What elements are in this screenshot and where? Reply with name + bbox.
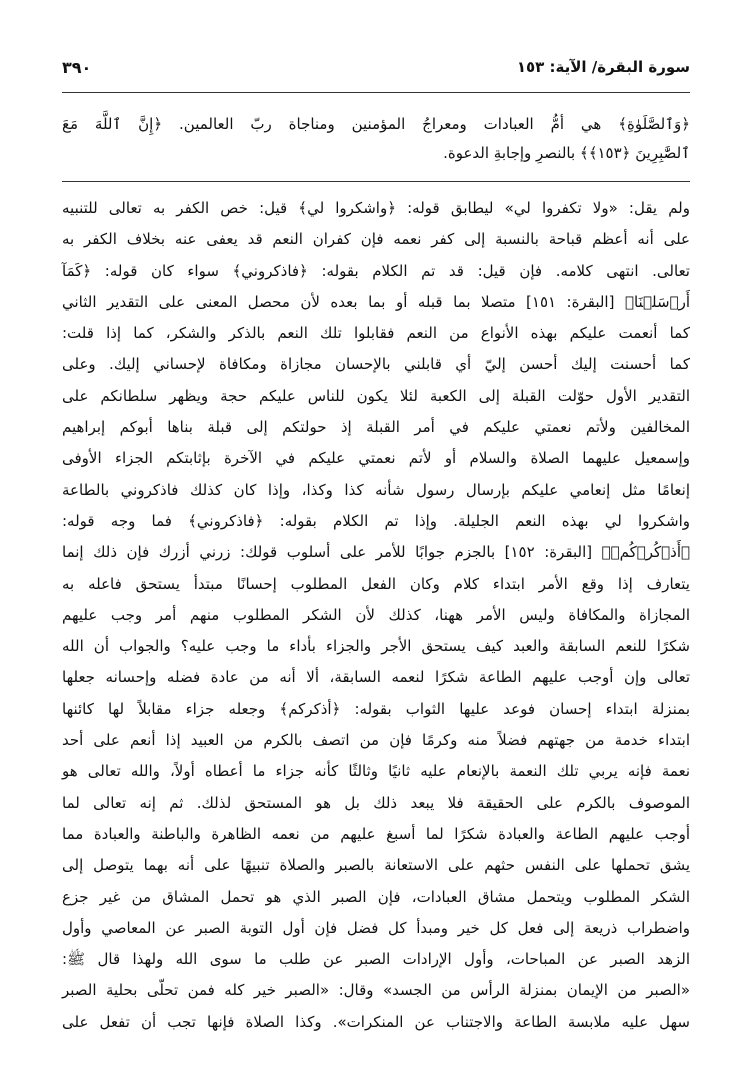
body-line: ﴿أَذۡكُرۡكُمۡ﴾ [البقرة: ١٥٢] بالجزم جوابًا للأمر على أسلوب قولك: زرني أزرك فإن ذلك إنما <box>62 543 691 562</box>
page-header <box>62 58 690 84</box>
body-line: على أنه أعظم قباحة بالنسبة إلى كفر نعمه فإن كفران النعم قد يعفى عنه بخلاف الكفر به <box>62 230 690 249</box>
body-line: تعالى. انتهى كلامه. فإن قيل: قد تم الكلام بقوله: ﴿فاذكروني﴾ سواء كان قوله: ﴿كَمَآ <box>62 261 690 280</box>
body-line: أوجب عليهم الطاعة والعبادة شكرًا لما أسبغ عليهم من نعمه الظاهرة والباطنة والعبادة مما <box>62 824 690 843</box>
body-line: التقدير الأول حوّلت القبلة إلى الكعبة لئلا يكون للناس عليكم حجة ويظهر سلطانكم على <box>62 386 690 405</box>
body-text <box>62 193 690 1038</box>
body-line: الزهد الصبر عن المباحات، وأول الإرادات الصبر عن طلب ما سوى الله ولهذا قال ﷺ: <box>62 950 690 969</box>
body-line: المجازاة والمكافاة وليس الأمر ههنا، كذلك لأن الشكر المطلوب منهم أمر وجب عليهم <box>62 605 690 624</box>
body-line: كما أحسنت إليك أحسن إليّ أي قابلني بالإحسان مجازاة ومكافاة لإحساني إليك. وعلى <box>62 355 690 374</box>
body-line: الشكر المطلوب ويتحمل مشاق العبادات، فإن الصبر الذي هو تحمل المشاق من غير جزع <box>62 887 690 906</box>
body-line: شكرًا للنعم السابقة والعبد كيف يستحق الأجر والجزاء بأداء ما وجب عليه؟ والجواب أن الله <box>62 637 690 656</box>
body-line: الموصوف بالكرم على الحقيقة فلا يبعد ذلك بل هو المستحق لذلك. ثم إنه تعالى لما <box>62 793 690 812</box>
running-title: سورة البقرة/ الآية: ١٥٣ <box>516 58 690 76</box>
section-divider <box>62 181 690 182</box>
body-line: «الصبر من الإيمان بمنزلة الرأس من الجسد» وقال: «الصبر خير كله فمن تحلّى بحلية الصبر <box>62 981 690 1000</box>
body-line: ولم يقل: «ولا تكفروا لي» ليطابق قوله: ﴿واشكروا لي﴾ قيل: خص الكفر به تعالى للتنبيه <box>62 199 690 217</box>
body-line: يشق تحملها على النفس حثهم على الاستعانة بالصبر والصلاة تنبيهًا على أنه بهما يتوصل إلى <box>62 856 690 875</box>
body-line: واشكروا لي بهذه النعم الجليلة. وإذا تم الكلام بقوله: ﴿فاذكروني﴾ فما وجه قوله: <box>62 511 690 530</box>
body-line: أَرۡسَلۡنَا﴾ [البقرة: ١٥١] متصلا بما قبله أو بما بعده لأن محصل المعنى على التقدير الثاني <box>62 292 690 311</box>
body-line: وإسمعيل عليهما الصلاة والسلام أو لأتم نعمتي عليكم في الآخرة بإثابتكم الجزاء الأوفى <box>62 449 690 468</box>
body-line: بمنزلة ابتداء إحسان فوعد عليها الثواب بقوله: ﴿أذكركم﴾ وجعله جزاء مقابلاً لها كائنها <box>62 699 690 718</box>
body-line: المخالفين ولأتم نعمتي عليكم في أمر القبلة إذ حولتكم إلى قبلة بناها أبوكم إبراهيم <box>62 418 690 437</box>
body-line: سهل عليه ملابسة الطاعة والاجتناب عن المنكرات». وكذا الصلاة فإنها تجب أن تفعل على <box>62 1012 690 1031</box>
header-divider <box>62 92 690 93</box>
body-line: إنعامًا مثل إنعامي عليكم بإرسال رسول شأنه كذا وكذا، وإذا كان كذلك فاذكروني بالطاعة <box>62 480 690 499</box>
body-line: تعالى وإن أوجب عليهم الطاعة شكرًا لنعمه السابقة، ألا أنه من عادة فضله وإحسانه جعلها <box>62 668 690 687</box>
intro-line: ﴿وَٱلصَّلَوٰةِ﴾ هي أمُّ العبادات ومعراجُ المؤمنين ومناجاة ربّ العالمين. ﴿إِنَّ ٱللَّهَ مَعَ <box>62 115 690 133</box>
body-line: نعمة فإنه يربي تلك النعمة بالإنعام عليه ثانيًا وثالثًا كأنه جزاء ما أعطاه أولاً، والله تعالى هو <box>62 762 690 781</box>
body-line: واضطراب ذريعة إلى فعل كل خير ومبدأ كل فضل فإن أول التوبة الصبر عن المعاصي وأول <box>62 918 690 937</box>
intro-line: ٱلصَّٰبِرِينَ ﴿١٥٣﴾﴾ بالنصرِ وإجابةِ الدعوة. <box>443 144 690 162</box>
body-line: يتعارف إذا وقع الأمر ابتداء كلام وكان الفعل المطلوب إحسانًا مبتدأ يستحق فاعله به <box>62 574 690 593</box>
page-number: ٣٩٠ <box>62 58 92 77</box>
body-line: ابتداء خدمة من جهتهم فضلاً منه وكرمًا فإن من اتصف بالكرم من العبيد إذا أنعم على أحد <box>62 731 690 750</box>
verse-commentary-intro <box>62 110 690 168</box>
body-line: كما أنعمت عليكم بهذه الأنواع من النعم فقابلوا تلك النعم بالذكر والشكر، كما إذا قلت: <box>62 324 690 343</box>
